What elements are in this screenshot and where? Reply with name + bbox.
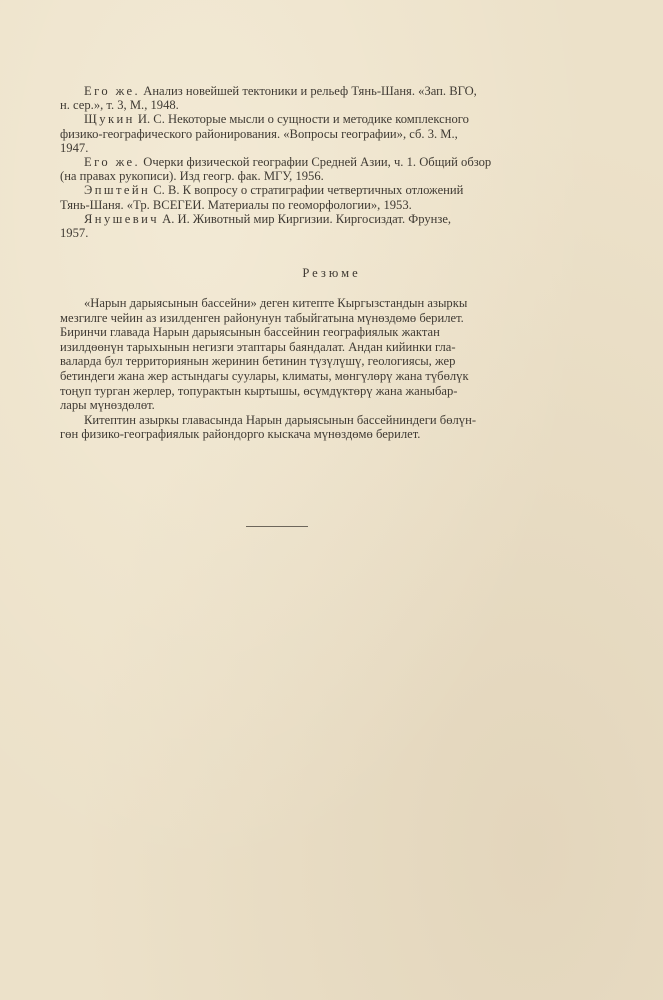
reference-text: Очерки физической географии Средней Азии, ч. 1. Общий обзор bbox=[140, 155, 492, 170]
resume-line: изилдөөнүн тарыхынын негизги этаптары баяндалат. Андан кийинки гла- bbox=[60, 339, 456, 354]
reference-text: И. С. Некоторые мысли о сущности и методике комплексного bbox=[134, 112, 469, 127]
reference-line bbox=[60, 155, 558, 169]
reference-author: Янушевич bbox=[84, 211, 159, 226]
resume-text bbox=[60, 296, 560, 442]
reference-line: Тянь-Шаня. «Тр. ВСЕГЕИ. Материалы по геоморфологии», 1953. bbox=[60, 197, 412, 212]
reference-line: н. сер.», т. 3, М., 1948. bbox=[60, 98, 179, 113]
reference-line bbox=[60, 112, 558, 126]
reference-list bbox=[60, 84, 558, 240]
reference-author: Эпштейн bbox=[84, 183, 151, 198]
resume-line: мезгилге чейин аз изилденген районунун табыйгатына мүнөздөмө берилет. bbox=[60, 310, 464, 325]
reference-line bbox=[60, 183, 558, 197]
reference-text: С. В. К вопросу о стратиграфии четвертичных отложений bbox=[150, 183, 464, 198]
reference-text: Анализ новейшей тектоники и рельеф Тянь-Шаня. «Зап. ВГО, bbox=[140, 84, 477, 98]
reference-line: 1957. bbox=[60, 226, 89, 241]
resume-line: тоңуп турган жерлер, топурактын кыртышы, өсүмдүктөрү жана жаныбар- bbox=[60, 383, 458, 398]
reference-line: физико-географического районирования. «Вопросы географии», сб. 3. М., bbox=[60, 126, 458, 141]
resume-line: валарда бул территориянын жеринин бетинин түзүлүшү, геологиясы, жер bbox=[60, 354, 456, 369]
reference-text: А. И. Животный мир Киргизии. Киргосиздат. Фрунзе, bbox=[158, 211, 452, 226]
resume-line: «Нарын дарыясынын бассейни» деген китепте Кыргызстандын азыркы bbox=[84, 296, 468, 310]
reference-item bbox=[60, 183, 558, 211]
resume-line: лары мүнөздөлөт. bbox=[60, 398, 155, 413]
reference-line: (на правах рукописи). Изд геогр. фак. МГУ, 1956. bbox=[60, 169, 324, 184]
reference-author: Его же. bbox=[84, 84, 141, 98]
reference-item bbox=[60, 212, 558, 240]
reference-item bbox=[60, 84, 558, 112]
resume-line: Китептин азыркы главасында Нарын дарыясынын бассейниндеги бөлүн- bbox=[84, 412, 477, 427]
reference-line bbox=[60, 212, 558, 226]
reference-item bbox=[60, 155, 558, 183]
resume-line: бетиндеги жана жер астындагы суулары, климаты, мөнгүлөрү жана түбөлүк bbox=[60, 368, 469, 383]
resume-line: Биринчи главада Нарын дарыясынын бассейнин географиялык жактан bbox=[60, 325, 440, 340]
resume-line: гөн физико-географиялык райондорго кыскача мүнөздөмө берилет. bbox=[60, 427, 421, 442]
reference-line: 1947. bbox=[60, 140, 89, 155]
reference-line bbox=[60, 84, 558, 98]
reference-author: Щукин bbox=[84, 112, 135, 127]
section-divider bbox=[246, 526, 308, 527]
reference-item bbox=[60, 112, 558, 155]
reference-author: Его же. bbox=[84, 155, 141, 170]
resume-title: Резюме bbox=[302, 266, 361, 280]
